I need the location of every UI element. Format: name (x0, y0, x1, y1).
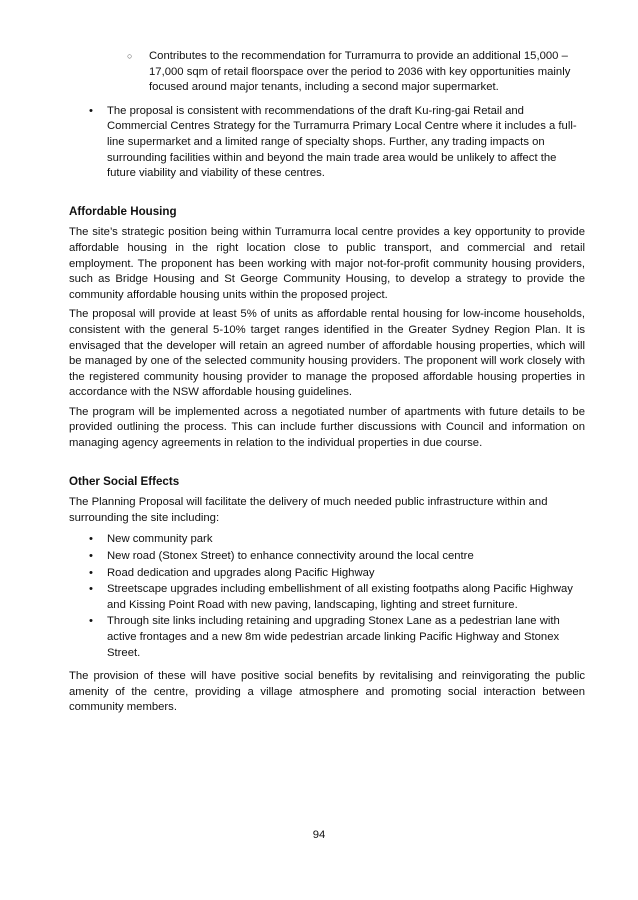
infrastructure-list (69, 532, 585, 661)
bullet-icon: • (89, 615, 93, 628)
affordable-housing-heading: Affordable Housing (69, 204, 177, 218)
list-item-text: New road (Stonex Street) to enhance connectivity around the local centre (107, 550, 474, 563)
bullet-item (89, 104, 585, 182)
list-item (89, 549, 585, 565)
sub-bullet-item (127, 49, 585, 96)
list-item (89, 614, 585, 661)
other-social-conclusion: The provision of these will have positive social benefits by revitalising and reinvigorating the public amenity of the centre, providing a village atmosphere and promoting social interaction between community members. (69, 670, 585, 714)
list-item-text: Streetscape upgrades including embellishment of all existing footpaths along Pacific Highway and Kissing Point Road with new paving, landscaping, lighting and street furniture. (107, 583, 573, 611)
list-item-text: Road dedication and upgrades along Pacific Highway (107, 566, 375, 579)
hollow-bullet-icon: ○ (127, 51, 133, 61)
bullet-icon: • (89, 583, 93, 596)
bullet-icon: • (89, 550, 93, 563)
document-page (69, 49, 585, 716)
affordable-housing-paragraph-2: The proposal will provide at least 5% of units as affordable rental housing for low-income households, consistent with the general 5-10% target ranges identified in the Greater Sydney Region Plan. It is envisaged that the developer will retain an agreed number of affordable housing properties, which will be managed by one of the selected community housing providers. The proponent will work closely with the registered community housing provider to manage the proposed affordable housing properties in accordance with the NSW affordable housing guidelines. (69, 308, 585, 399)
list-item (89, 566, 585, 582)
bullet-icon: • (89, 104, 93, 117)
other-social-effects-heading: Other Social Effects (69, 474, 180, 488)
bullet-text: The proposal is consistent with recommendations of the draft Ku-ring-gai Retail and Commercial Centres Strategy for the Turramurra Primary Local Centre where it includes a full-line supermarket and a limited range of specialty shops. Further, any trading impacts on surrounding facilities within and beyond the main trade area would be unlikely to affect the future viability and viability of these centres. (107, 104, 577, 180)
list-item (89, 532, 585, 548)
sub-bullet-text: Contributes to the recommendation for Turramurra to provide an additional 15,000 – 17,000 sqm of retail floorspace over the period to 2036 with key opportunities mainly focused around major tenants, including a second major supermarket. (149, 50, 571, 94)
list-item-text: New community park (107, 533, 213, 546)
affordable-housing-paragraph-3: The program will be implemented across a negotiated number of apartments with future details to be provided outlining the process. This can include further discussions with Council and information on managing agency agreements in relation to the individual properties in due course. (69, 405, 585, 450)
other-social-intro: The Planning Proposal will facilitate the delivery of much needed public infrastructure within and surrounding the site including: (69, 496, 548, 524)
list-item-text: Through site links including retaining and upgrading Stonex Lane as a pedestrian lane with active frontages and a new 8m wide pedestrian arcade linking Pacific Highway and Stonex Street. (107, 615, 560, 659)
bullet-icon: • (89, 566, 93, 579)
bullet-icon: • (89, 533, 93, 546)
page-number: 94 (312, 829, 326, 841)
list-item (89, 582, 585, 613)
affordable-housing-paragraph-1: The site’s strategic position being within Turramurra local centre provides a key opportunity to provide affordable housing in the right location close to public transport, and commercial and retail employment. The proponent has been working with major not-for-profit community housing providers, such as Bridge Housing and St George Community Housing, to develop a strategy to provide the community affordable housing units within the proposed project. (69, 226, 585, 301)
